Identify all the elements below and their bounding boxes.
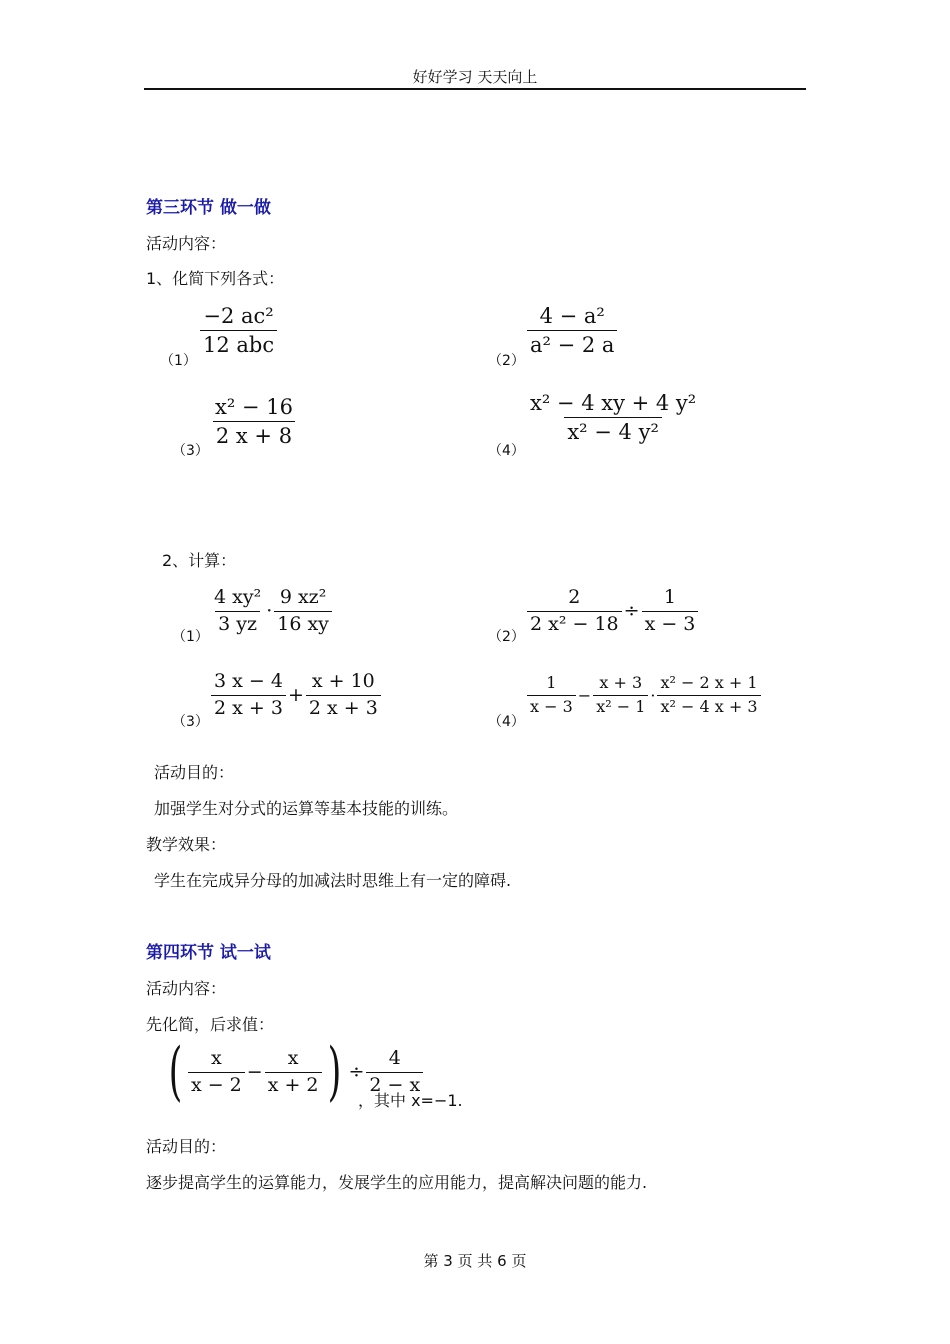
fraction-a <box>211 588 264 635</box>
fraction <box>527 392 699 443</box>
q2-label: 2、计算： <box>162 551 237 570</box>
operator: · <box>650 685 656 705</box>
section3-title: 第三环节 做一做 <box>146 198 271 218</box>
q2-3-label: （3） <box>172 714 209 730</box>
numerator: 3 x − 4 <box>214 670 283 692</box>
fraction-b <box>274 588 332 635</box>
denominator: 2 x + 3 <box>306 695 381 719</box>
right-paren: ) <box>327 1035 341 1109</box>
denominator: 2 x + 3 <box>211 695 286 719</box>
header-rule <box>144 88 806 90</box>
fraction-c <box>657 675 760 716</box>
numerator: 4 xy² <box>214 586 262 608</box>
numerator: 9 xz² <box>279 586 327 608</box>
numerator: 1 <box>546 673 557 692</box>
q1-4-expression <box>527 392 699 443</box>
denominator: x − 3 <box>642 611 699 635</box>
page-footer: 第 3 页 共 6 页 <box>423 1252 527 1270</box>
q1-4-label: （4） <box>488 443 525 459</box>
left-paren: ( <box>168 1035 183 1109</box>
section4-goal-text: 逐步提高学生的运算能力，发展学生的应用能力，提高解决问题的能力. <box>146 1173 648 1192</box>
denominator: x − 3 <box>527 695 576 716</box>
section4-goal-label: 活动目的： <box>146 1137 227 1156</box>
denominator: 16 xy <box>274 611 332 635</box>
denominator: 2 − x <box>366 1072 423 1096</box>
denominator: x² − 4 x + 3 <box>657 695 760 716</box>
fraction-a <box>211 672 286 719</box>
denominator: 3 yz <box>215 611 260 635</box>
numerator: x² − 4 xy + 4 y² <box>530 391 697 415</box>
fraction-a <box>527 588 622 635</box>
fraction <box>527 305 617 356</box>
fraction <box>200 305 277 356</box>
q2-1-label: （1） <box>172 629 209 645</box>
denominator: 2 x² − 18 <box>527 611 622 635</box>
q2-4-expression <box>527 675 761 716</box>
denominator: x² − 4 y² <box>564 417 662 443</box>
fraction-a <box>527 675 576 716</box>
q1-1-label: （1） <box>160 353 197 369</box>
numerator: 4 − a² <box>539 304 605 328</box>
denominator: 2 x + 8 <box>213 421 295 447</box>
numerator: x + 10 <box>311 670 375 692</box>
denominator: x + 2 <box>265 1072 322 1096</box>
q1-3-expression <box>212 396 296 447</box>
q2-1-expression <box>211 588 332 635</box>
fraction <box>212 396 296 447</box>
denominator: 12 abc <box>200 330 277 356</box>
numerator: 1 <box>663 586 677 608</box>
operator: + <box>287 684 304 707</box>
fraction-b <box>593 675 648 716</box>
operator: ÷ <box>623 600 640 623</box>
numerator: x² − 16 <box>215 395 293 419</box>
section3-goal-label: 活动目的： <box>154 763 235 782</box>
page-header: 好好学习 天天向上 <box>412 68 538 86</box>
fraction-b <box>265 1046 322 1096</box>
denominator: a² − 2 a <box>527 330 617 356</box>
denominator: x² − 1 <box>593 695 648 716</box>
q1-2-label: （2） <box>488 353 525 369</box>
denominator: x − 2 <box>188 1072 245 1096</box>
operator: − <box>246 1061 263 1083</box>
numerator: x² − 2 x + 1 <box>660 673 758 692</box>
q1-3-label: （3） <box>172 443 209 459</box>
numerator: 2 <box>568 586 581 608</box>
numerator: x <box>211 1046 222 1069</box>
fraction-b <box>306 672 381 719</box>
q1-2-expression <box>527 305 617 356</box>
q2-4-label: （4） <box>488 714 525 730</box>
operator: − <box>577 685 592 705</box>
section3-effect-text: 学生在完成异分母的加减法时思维上有一定的障碍. <box>154 871 512 890</box>
section4-title: 第四环节 试一试 <box>146 943 271 963</box>
fraction-a <box>188 1046 245 1096</box>
section3-activity-label: 活动内容： <box>146 234 227 253</box>
numerator: x + 3 <box>599 673 643 692</box>
fraction-b <box>642 588 699 635</box>
operator: · <box>266 600 273 623</box>
numerator: 4 <box>388 1046 401 1069</box>
operator: ÷ <box>348 1061 365 1083</box>
numerator: −2 ac² <box>203 304 274 328</box>
q1-1-expression <box>200 305 277 356</box>
section4-task: 先化简，后求值： <box>146 1015 275 1034</box>
section3-goal-text: 加强学生对分式的运算等基本技能的训练。 <box>154 799 459 818</box>
q2-3-expression <box>211 672 381 719</box>
q2-2-expression <box>527 588 698 635</box>
section4-condition: ，其中 x=−1. <box>358 1091 463 1110</box>
q2-2-label: （2） <box>488 629 525 645</box>
q1-label: 1、化简下列各式： <box>146 269 285 288</box>
numerator: x <box>287 1046 299 1069</box>
section3-effect-label: 教学效果： <box>146 835 227 854</box>
section4-activity-label: 活动内容： <box>146 979 227 998</box>
